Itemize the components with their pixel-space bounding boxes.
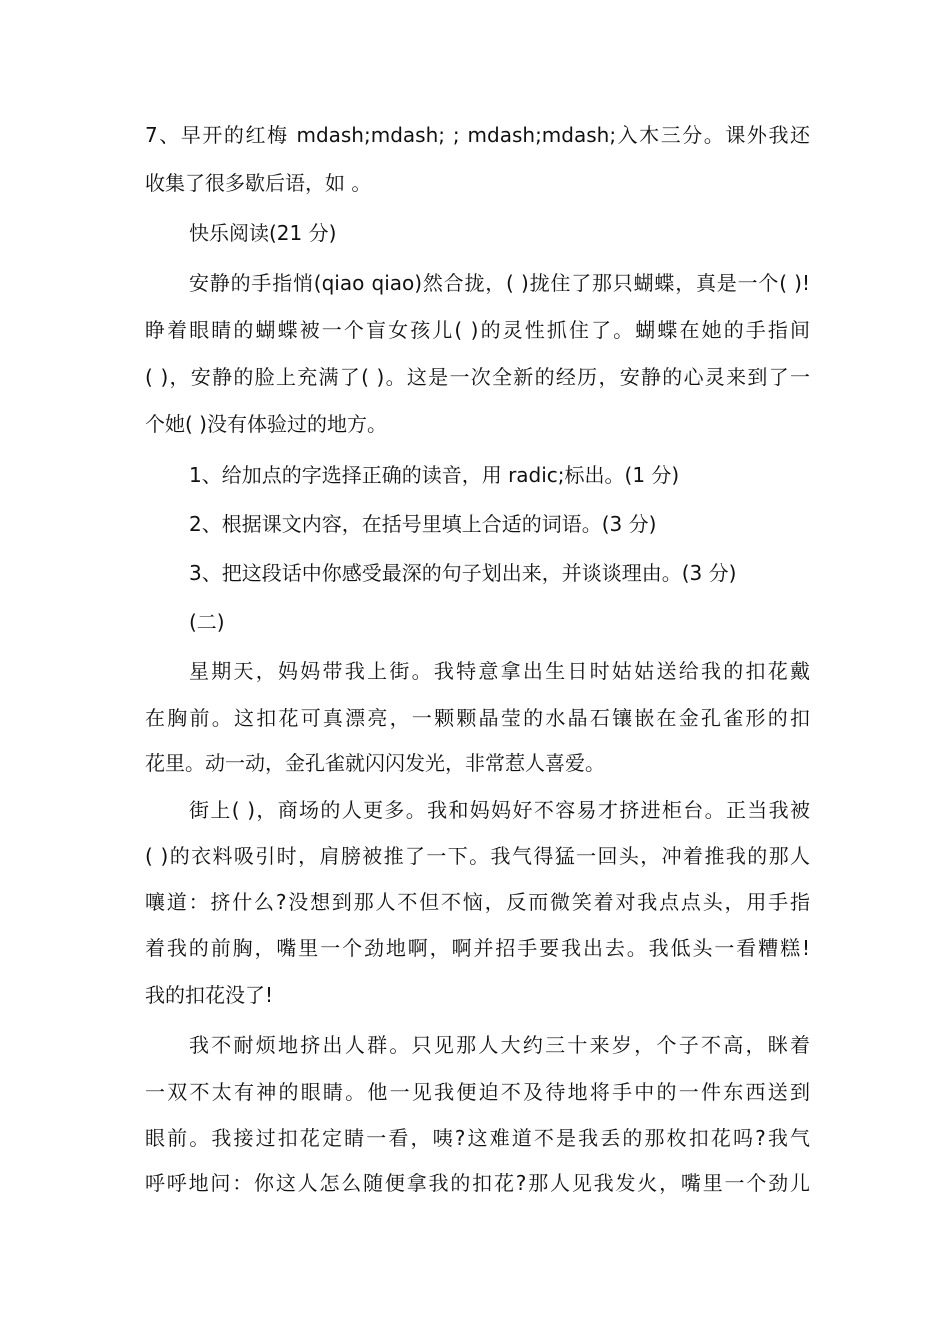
text-line: 一双不太有神的眼睛。他一见我便迫不及待地将手中的一件东西送到 xyxy=(145,1080,810,1104)
text-line: 我不耐烦地挤出人群。只见那人大约三十来岁，个子不高，眯着 xyxy=(189,1033,810,1057)
text-line: 安静的手指悄(qiao qiao)然合拢，( )拢住了那只蝴蝶，真是一个( )! xyxy=(189,271,810,295)
section-heading: 快乐阅读(21 分) xyxy=(189,221,337,245)
text-line: 街上( )，商场的人更多。我和妈妈好不容易才挤进柜台。正当我被 xyxy=(189,798,810,822)
question-1: 1、给加点的字选择正确的读音，用 radic;标出。(1 分) xyxy=(189,463,680,487)
text-line: 花里。动一动，金孔雀就闪闪发光，非常惹人喜爱。 xyxy=(145,751,605,775)
text-line: 呼呼地问：你这人怎么随便拿我的扣花?那人见我发火，嘴里一个劲儿 xyxy=(145,1171,810,1195)
question-2: 2、根据课文内容，在括号里填上合适的词语。(3 分) xyxy=(189,512,657,536)
section-heading: (二) xyxy=(189,610,225,634)
text-line: 着我的前胸，嘴里一个劲地啊，啊并招手要我出去。我低头一看糟糕! xyxy=(145,936,810,960)
text-line: ( )的衣料吸引时，肩膀被推了一下。我气得猛一回头，冲着推我的那人 xyxy=(145,844,810,868)
text-line: 嚷道：挤什么?没想到那人不但不恼，反而微笑着对我点点头，用手指 xyxy=(145,890,810,914)
text-line: 眼前。我接过扣花定睛一看，咦?这难道不是我丢的那枚扣花吗?我气 xyxy=(145,1126,810,1150)
text-line: 我的扣花没了! xyxy=(145,983,274,1007)
text-line: ( )，安静的脸上充满了( )。这是一次全新的经历，安静的心灵来到了一 xyxy=(145,365,810,389)
text-line: 7、早开的红梅 mdash;mdash; ; mdash;mdash;入木三分。课外我还 xyxy=(145,123,810,147)
text-line: 星期天，妈妈带我上街。我特意拿出生日时姑姑送给我的扣花戴 xyxy=(189,659,810,683)
text-line: 个她( )没有体验过的地方。 xyxy=(145,412,387,436)
text-line: 收集了很多歇后语，如 。 xyxy=(145,171,372,195)
text-line: 在胸前。这扣花可真漂亮，一颗颗晶莹的水晶石镶嵌在金孔雀形的扣 xyxy=(145,706,810,730)
text-line: 睁着眼睛的蝴蝶被一个盲女孩儿( )的灵性抓住了。蝴蝶在她的手指间 xyxy=(145,318,810,342)
question-3: 3、把这段话中你感受最深的句子划出来，并谈谈理由。(3 分) xyxy=(189,561,737,585)
